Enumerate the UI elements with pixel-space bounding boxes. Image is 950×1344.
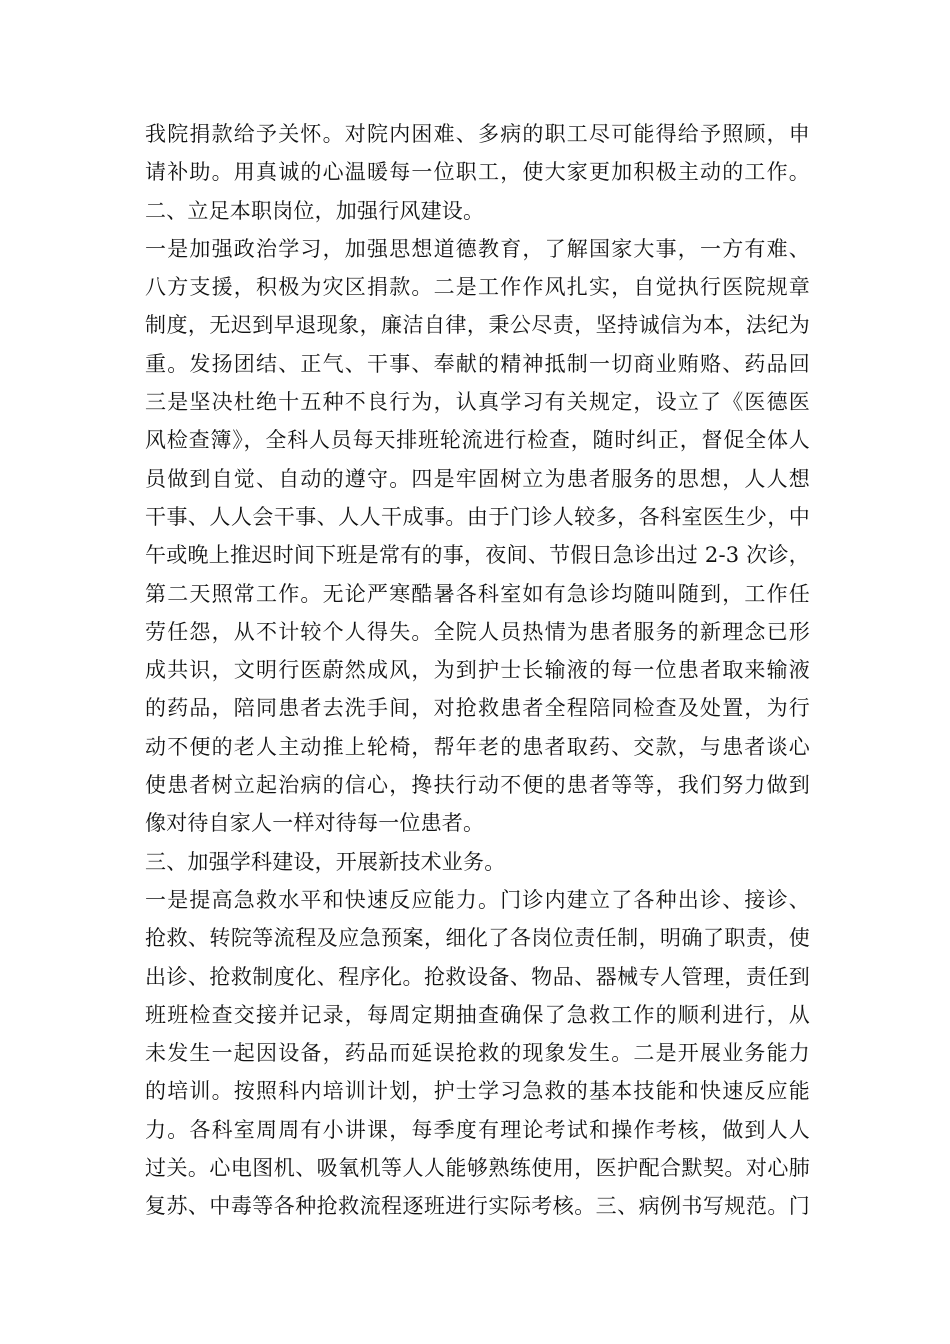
text-line: 我院捐款给予关怀。对院内困难、多病的职工尽可能得给予照顾，申 <box>145 122 810 146</box>
text-line: 的培训。按照科内培训计划，护士学习急救的基本技能和快速反应能 <box>145 1079 810 1104</box>
body-text <box>145 115 810 1226</box>
text-line: 过关。心电图机、吸氧机等人人能够熟练使用，医护配合默契。对心肺 <box>145 1156 810 1181</box>
text-line: 的药品，陪同患者去洗手间，对抢救患者全程陪同检查及处置，为行 <box>145 696 810 721</box>
text-line: 三、加强学科建设，开展新技术业务。 <box>145 849 506 874</box>
text-line: 劳任怨，从不计较个人得失。全院人员热情为患者服务的新理念已形 <box>145 619 810 644</box>
text-line: 成共识，文明行医蔚然成风，为到护士长输液的每一位患者取来输液 <box>145 658 810 683</box>
text-line: 出诊、抢救制度化、程序化。抢救设备、物品、器械专人管理，责任到 <box>145 964 810 989</box>
text-line: 干事、人人会干事、人人干成事。由于门诊人较多，各科室医生少，中 <box>145 504 810 529</box>
text-line: 班班检查交接并记录，每周定期抽查确保了急救工作的顺利进行，从 <box>145 1002 810 1027</box>
text-line: 风检查簿》，全科人员每天排班轮流进行检查，随时纠正，督促全体人 <box>145 428 810 453</box>
text-line: 像对待自家人一样对待每一位患者。 <box>145 811 485 836</box>
text-line: 制度，无迟到早退现象，廉洁自律，秉公尽责，坚持诚信为本，法纪为 <box>145 313 810 338</box>
text-line: 三是坚决杜绝十五种不良行为，认真学习有关规定，设立了《医德医 <box>145 390 810 415</box>
text-line: 第二天照常工作。无论严寒酷暑各科室如有急诊均随叫随到，工作任 <box>145 581 810 606</box>
text-line: 二、立足本职岗位，加强行风建设。 <box>145 198 485 223</box>
text-line: 未发生一起因设备，药品而延误抢救的现象发生。二是开展业务能力 <box>145 1041 810 1066</box>
text-line: 复苏、中毒等各种抢救流程逐班进行实际考核。三、病例书写规范。门 <box>145 1194 810 1219</box>
text-line: 员做到自觉、自动的遵守。四是牢固树立为患者服务的思想，人人想 <box>145 466 810 491</box>
text-line: 力。各科室周周有小讲课，每季度有理论考试和操作考核，做到人人 <box>145 1117 810 1142</box>
text-line: 请补助。用真诚的心温暖每一位职工，使大家更加积极主动的工作。 <box>145 160 810 185</box>
text-line: 午或晚上推迟时间下班是常有的事，夜间、节假日急诊出过 2-3 次诊， <box>145 543 810 568</box>
text-line: 一是提高急救水平和快速反应能力。门诊内建立了各种出诊、接诊、 <box>145 887 810 912</box>
text-line: 一是加强政治学习，加强思想道德教育，了解国家大事，一方有难、 <box>145 236 810 261</box>
text-line: 动不便的老人主动推上轮椅，帮年老的患者取药、交款，与患者谈心 <box>145 734 810 759</box>
text-line: 重。发扬团结、正气、干事、奉献的精神抵制一切商业贿赂、药品回 <box>145 351 810 376</box>
text-line: 抢救、转院等流程及应急预案，细化了各岗位责任制，明确了职责，使 <box>145 926 810 951</box>
text-line: 使患者树立起治病的信心，搀扶行动不便的患者等等，我们努力做到 <box>145 773 810 798</box>
text-line: 八方支援，积极为灾区捐款。二是工作作风扎实，自觉执行医院规章 <box>145 275 810 300</box>
